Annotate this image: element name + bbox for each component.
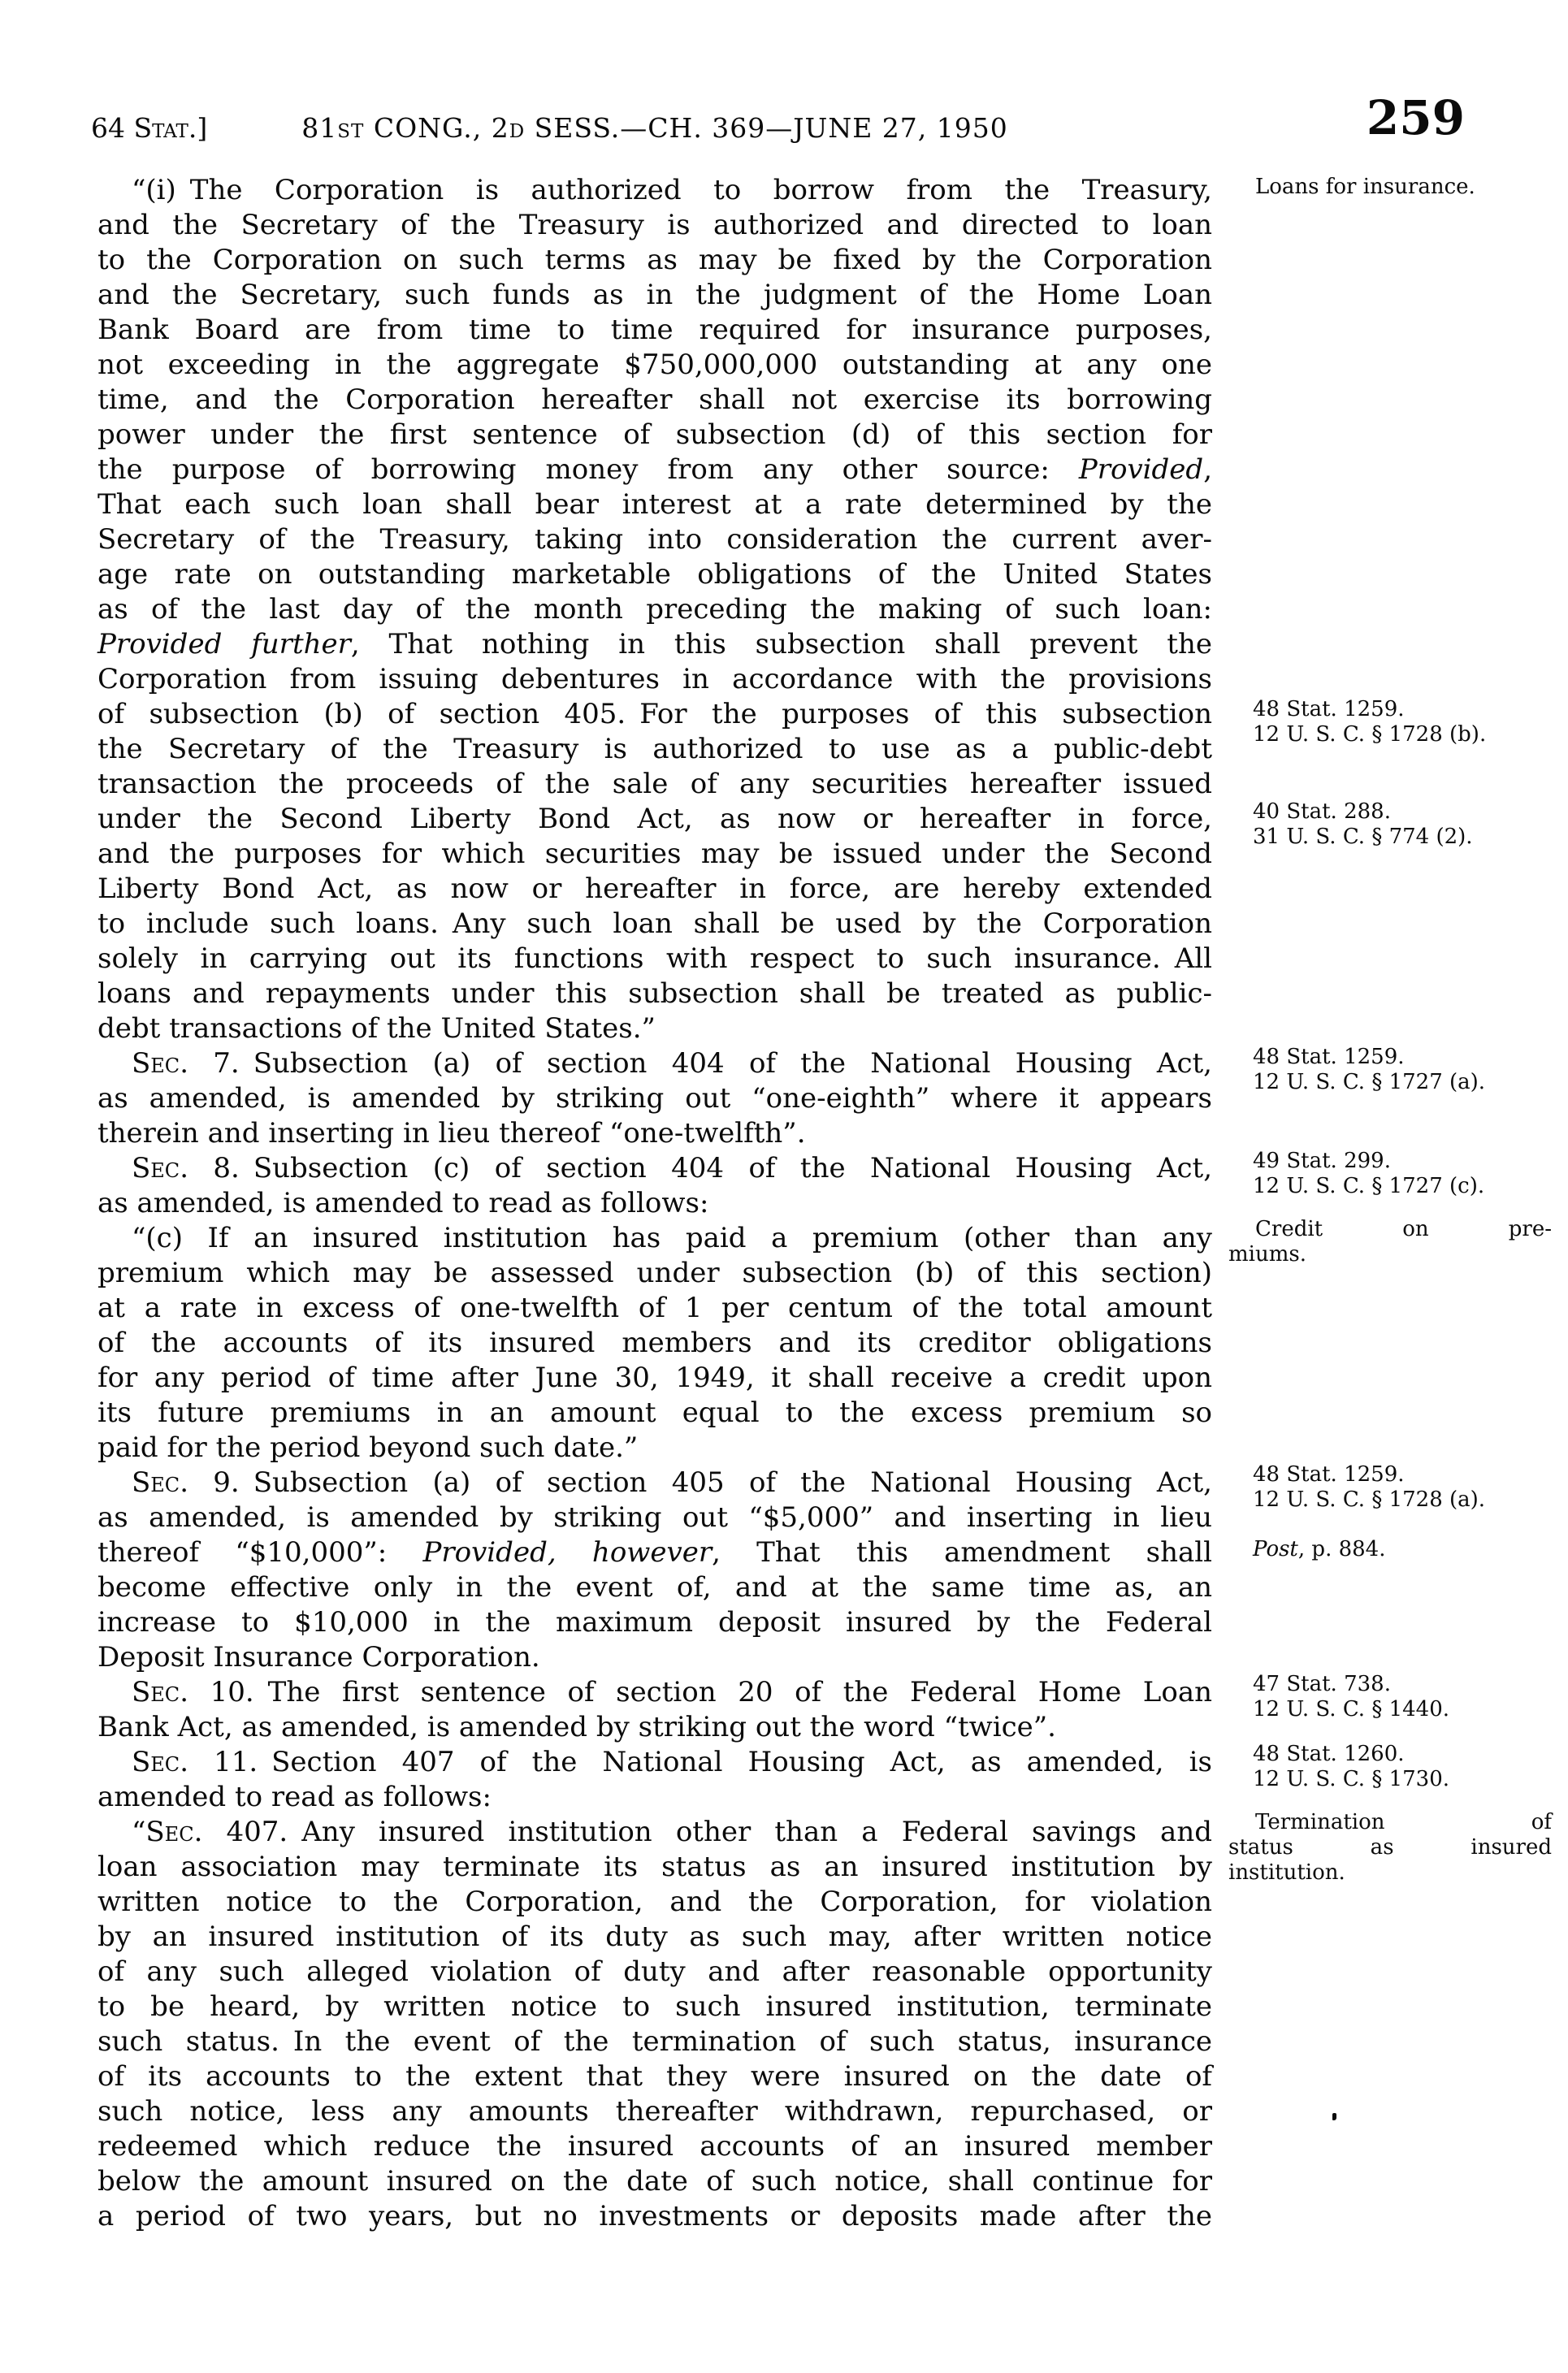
- body-line: “(i) The Corporation is authorized to borrow from the Treasury,: [132, 174, 1212, 206]
- body-line: premium which may be assessed under subsection (b) of this section): [97, 1257, 1212, 1289]
- body-line: That each such loan shall bear interest at a rate determined by the: [97, 488, 1212, 521]
- page-number: 259: [1366, 90, 1465, 145]
- margin-note-line: 12 U. S. C. § 1727 (c).: [1253, 1174, 1485, 1198]
- body-line: and the Secretary, such funds as in the judgment of the Home Loan: [97, 279, 1212, 311]
- margin-note: [1228, 1462, 1552, 1513]
- margin-note-line: 48 Stat. 1259.: [1253, 697, 1405, 721]
- margin-note-line: 40 Stat. 288.: [1253, 799, 1391, 824]
- margin-note-line: 12 U. S. C. § 1730.: [1253, 1767, 1450, 1791]
- body-line: such status. In the event of the termination of such status, insurance: [97, 2025, 1212, 2058]
- margin-note-line: 12 U. S. C. § 1728 (b).: [1253, 722, 1487, 747]
- body-line: to the Corporation on such terms as may be fixed by the Corporation: [97, 244, 1212, 276]
- margin-note: [1228, 1672, 1552, 1722]
- body-line: Sec. 11. Section 407 of the National Housing Act, as amended, is: [132, 1746, 1212, 1778]
- margin-note: [1228, 1810, 1552, 1886]
- body-line: “(c) If an insured institution has paid a premium (other than any: [132, 1222, 1212, 1254]
- body-line: of subsection (b) of section 405. For the purposes of this subsection: [97, 698, 1212, 730]
- margin-note-line: 12 U. S. C. § 1727 (a).: [1253, 1070, 1486, 1094]
- body-line: under the Second Liberty Bond Act, as now or hereafter in force,: [97, 803, 1212, 835]
- margin-note: [1228, 697, 1552, 747]
- body-line: of the accounts of its insured members and its creditor obligations: [97, 1327, 1212, 1359]
- body-line: power under the first sentence of subsection (d) of this section for: [97, 418, 1212, 451]
- margin-note-line: 12 U. S. C. § 1728 (a).: [1253, 1487, 1486, 1512]
- margin-note-line: 49 Stat. 299.: [1253, 1149, 1391, 1173]
- margin-note: [1228, 1149, 1552, 1199]
- body-line: paid for the period beyond such date.”: [97, 1431, 639, 1464]
- margin-notes: [1228, 0, 1552, 2373]
- body-line: not exceeding in the aggregate $750,000,000 outstanding at any one: [97, 349, 1212, 381]
- body-line: as amended, is amended to read as follows:: [97, 1187, 709, 1219]
- margin-note: [1228, 1537, 1552, 1562]
- margin-note-line: status as insured: [1228, 1835, 1552, 1860]
- body-line: Bank Act, as amended, is amended by striking out the word “twice”.: [97, 1711, 1056, 1743]
- margin-note-line: 31 U. S. C. § 774 (2).: [1253, 825, 1473, 849]
- body-line: “Sec. 407. Any insured institution other than a Federal savings and: [132, 1816, 1212, 1848]
- body-line: to be heard, by written notice to such insured institution, terminate: [97, 1990, 1212, 2023]
- body-line: amended to read as follows:: [97, 1781, 492, 1813]
- body-line: transaction the proceeds of the sale of any securities hereafter issued: [97, 768, 1212, 800]
- header-session-title: 81st CONG., 2d SESS.—CH. 369—JUNE 27, 1950: [301, 112, 1008, 144]
- body-line: solely in carrying out its functions with respect to such insurance. All: [97, 942, 1212, 975]
- body-line: Bank Board are from time to time required for insurance purposes,: [97, 314, 1212, 346]
- body-line: as amended, is amended by striking out “one-eighth” where it appears: [97, 1082, 1212, 1115]
- body-line: as of the last day of the month preceding the making of such loan:: [97, 593, 1212, 626]
- margin-note-line: Post, p. 884.: [1253, 1537, 1386, 1561]
- margin-note: [1228, 1742, 1552, 1792]
- body-line: below the amount insured on the date of such notice, shall continue for: [97, 2165, 1212, 2198]
- margin-note-line: miums.: [1228, 1242, 1306, 1267]
- margin-note-line: 47 Stat. 738.: [1253, 1672, 1391, 1696]
- body-line: to include such loans. Any such loan shall be used by the Corporation: [97, 907, 1212, 940]
- body-line: time, and the Corporation hereafter shall not exercise its borrowing: [97, 383, 1212, 416]
- body-line: Sec. 8. Subsection (c) of section 404 of the National Housing Act,: [132, 1152, 1212, 1184]
- margin-note-line: 48 Stat. 1259.: [1253, 1462, 1405, 1487]
- margin-note-line: Loans for insurance.: [1255, 175, 1475, 199]
- body-line: Deposit Insurance Corporation.: [97, 1641, 540, 1674]
- margin-note: [1228, 175, 1552, 200]
- body-line: Provided further, That nothing in this subsection shall prevent the: [97, 628, 1212, 660]
- body-line: as amended, is amended by striking out “$5,000” and inserting in lieu: [97, 1501, 1212, 1534]
- body-line: redeemed which reduce the insured accounts of an insured member: [97, 2130, 1212, 2163]
- body-line: Secretary of the Treasury, taking into consideration the current aver-: [97, 523, 1212, 556]
- body-line: for any period of time after June 30, 1949, it shall receive a credit upon: [97, 1362, 1212, 1394]
- body-text: [97, 173, 1212, 2234]
- body-line: a period of two years, but no investments or deposits made after the: [97, 2200, 1212, 2232]
- body-line: thereof “$10,000”: Provided, however, That this amendment shall: [97, 1536, 1212, 1569]
- body-line: debt transactions of the United States.”: [97, 1012, 656, 1045]
- body-line: loan association may terminate its status as an insured institution by: [97, 1851, 1212, 1883]
- body-line: of any such alleged violation of duty and after reasonable opportunity: [97, 1955, 1212, 1988]
- margin-note: [1228, 799, 1552, 850]
- body-line: and the Secretary of the Treasury is authorized and directed to loan: [97, 209, 1212, 241]
- body-line: and the purposes for which securities may be issued under the Second: [97, 838, 1212, 870]
- body-line: therein and inserting in lieu thereof “one-twelfth”.: [97, 1117, 806, 1150]
- margin-note-line: 48 Stat. 1260.: [1253, 1742, 1405, 1766]
- body-line: by an insured institution of its duty as such may, after written notice: [97, 1920, 1212, 1953]
- body-line: Liberty Bond Act, as now or hereafter in force, are hereby extended: [97, 873, 1212, 905]
- body-line: Corporation from issuing debentures in accordance with the provisions: [97, 663, 1212, 695]
- margin-note-line: Termination of: [1255, 1810, 1552, 1834]
- body-line: written notice to the Corporation, and the Corporation, for violation: [97, 1886, 1212, 1918]
- margin-note-line: Credit on pre-: [1255, 1217, 1552, 1241]
- ink-speck: [1332, 2113, 1336, 2120]
- body-line: the Secretary of the Treasury is authorized to use as a public-debt: [97, 733, 1212, 765]
- body-line: age rate on outstanding marketable obligations of the United States: [97, 558, 1212, 591]
- body-line: at a rate in excess of one-twelfth of 1 per centum of the total amount: [97, 1292, 1212, 1324]
- margin-note-line: 48 Stat. 1259.: [1253, 1045, 1405, 1069]
- margin-note-line: institution.: [1228, 1860, 1345, 1885]
- margin-note: [1228, 1217, 1552, 1267]
- body-line: its future premiums in an amount equal to the excess premium so: [97, 1397, 1212, 1429]
- body-line: Sec. 10. The first sentence of section 20 of the Federal Home Loan: [132, 1676, 1212, 1708]
- body-line: Sec. 7. Subsection (a) of section 404 of the National Housing Act,: [132, 1047, 1212, 1080]
- body-line: increase to $10,000 in the maximum deposit insured by the Federal: [97, 1606, 1212, 1639]
- body-line: the purpose of borrowing money from any other source: Provided,: [97, 453, 1212, 486]
- margin-note-line: 12 U. S. C. § 1440.: [1253, 1697, 1450, 1721]
- body-line: Sec. 9. Subsection (a) of section 405 of the National Housing Act,: [132, 1466, 1212, 1499]
- body-line: such notice, less any amounts thereafter withdrawn, repurchased, or: [97, 2095, 1212, 2128]
- margin-note: [1228, 1045, 1552, 1095]
- body-line: loans and repayments under this subsection shall be treated as public-: [97, 977, 1212, 1010]
- body-line: become effective only in the event of, and at the same time as, an: [97, 1571, 1212, 1604]
- header-stat-volume: 64 Stat.]: [91, 112, 208, 144]
- body-line: of its accounts to the extent that they were insured on the date of: [97, 2060, 1212, 2093]
